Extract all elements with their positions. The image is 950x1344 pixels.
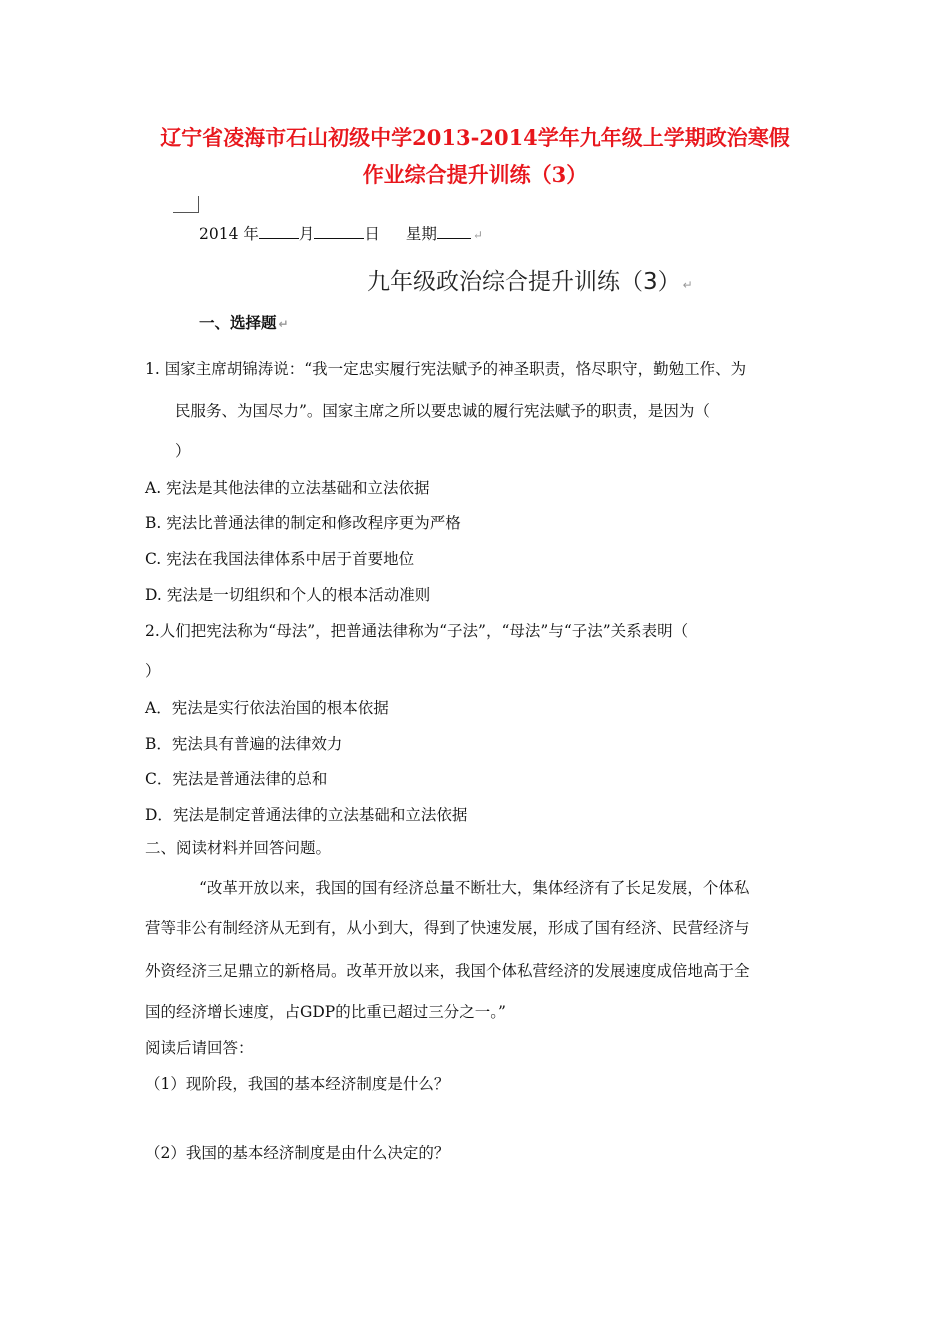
answer-question-2: （2）我国的基本经济制度是由什么决定的？ bbox=[145, 1144, 450, 1162]
material-line-3: 外资经济三足鼎立的新格局。改革开放以来，我国个体私营经济的发展速度成倍地高于全 bbox=[145, 962, 750, 980]
section-heading-choice-text: 一、选择题 bbox=[199, 314, 277, 332]
corner-crop-mark bbox=[173, 196, 199, 213]
document-title-line1: 辽宁省凌海市石山初级中学2013-2014学年九年级上学期政治寒假 bbox=[160, 125, 790, 150]
material-line-2: 营等非公有制经济从无到有，从小到大，得到了快速发展，形成了国有经济、民营经济与 bbox=[145, 919, 750, 937]
date-weekday-label: 星期 bbox=[405, 225, 437, 243]
question-1-line-2: 民服务、为国尽力”。国家主席之所以要忠诚的履行宪法赋予的职责，是因为（ bbox=[175, 402, 710, 420]
document-title-line2: 作业综合提升训练（3） bbox=[362, 162, 588, 187]
date-line bbox=[199, 222, 483, 245]
question-1-option-a: A. 宪法是其他法律的立法基础和立法依据 bbox=[145, 479, 430, 497]
date-year-label: 2014 年 bbox=[199, 225, 259, 243]
material-line-1: “改革开放以来，我国的国有经济总量不断壮大，集体经济有了长足发展，个体私 bbox=[199, 879, 750, 897]
date-day-label: 日 bbox=[364, 225, 380, 243]
question-2-option-c: C．宪法是普通法律的总和 bbox=[145, 770, 328, 788]
worksheet-subtitle-text: 九年级政治综合提升训练（3） bbox=[367, 269, 681, 295]
question-2-answer-blank: ） bbox=[145, 662, 161, 680]
question-2-option-a: A．宪法是实行依法治国的根本依据 bbox=[145, 699, 389, 717]
section-heading-choice bbox=[199, 311, 289, 333]
section-heading-reading: 二、阅读材料并回答问题。 bbox=[145, 839, 332, 857]
month-blank bbox=[259, 222, 299, 239]
paragraph-mark-icon: ↵ bbox=[278, 317, 289, 331]
day-blank bbox=[314, 222, 364, 239]
question-1-line-1: 1. 国家主席胡锦涛说：“我一定忠实履行宪法赋予的神圣职责，恪尽职守，勤勉工作、为 bbox=[145, 360, 747, 378]
question-1-option-d: D. 宪法是一切组织和个人的根本活动准则 bbox=[145, 586, 431, 604]
question-1-option-b: B. 宪法比普通法律的制定和修改程序更为严格 bbox=[145, 514, 461, 532]
paragraph-mark-icon: ↵ bbox=[682, 278, 693, 292]
question-2-option-d: D．宪法是制定普通法律的立法基础和立法依据 bbox=[145, 806, 468, 824]
weekday-blank bbox=[437, 222, 471, 239]
question-2-line-1: 2.人们把宪法称为“母法”，把普通法律称为“子法”，“母法”与“子法”关系表明（ bbox=[145, 622, 689, 640]
date-month-label: 月 bbox=[298, 225, 315, 243]
answer-question-1: （1）现阶段，我国的基本经济制度是什么？ bbox=[145, 1075, 450, 1093]
worksheet-subtitle bbox=[367, 263, 693, 296]
read-prompt: 阅读后请回答： bbox=[145, 1039, 254, 1057]
paragraph-mark-icon: ↵ bbox=[472, 228, 483, 242]
material-line-4: 国的经济增长速度，占GDP的比重已超过三分之一。” bbox=[145, 1003, 506, 1021]
question-1-answer-blank: ） bbox=[175, 442, 191, 460]
question-1-option-c: C. 宪法在我国法律体系中居于首要地位 bbox=[145, 550, 415, 568]
question-2-option-b: B．宪法具有普遍的法律效力 bbox=[145, 735, 343, 753]
